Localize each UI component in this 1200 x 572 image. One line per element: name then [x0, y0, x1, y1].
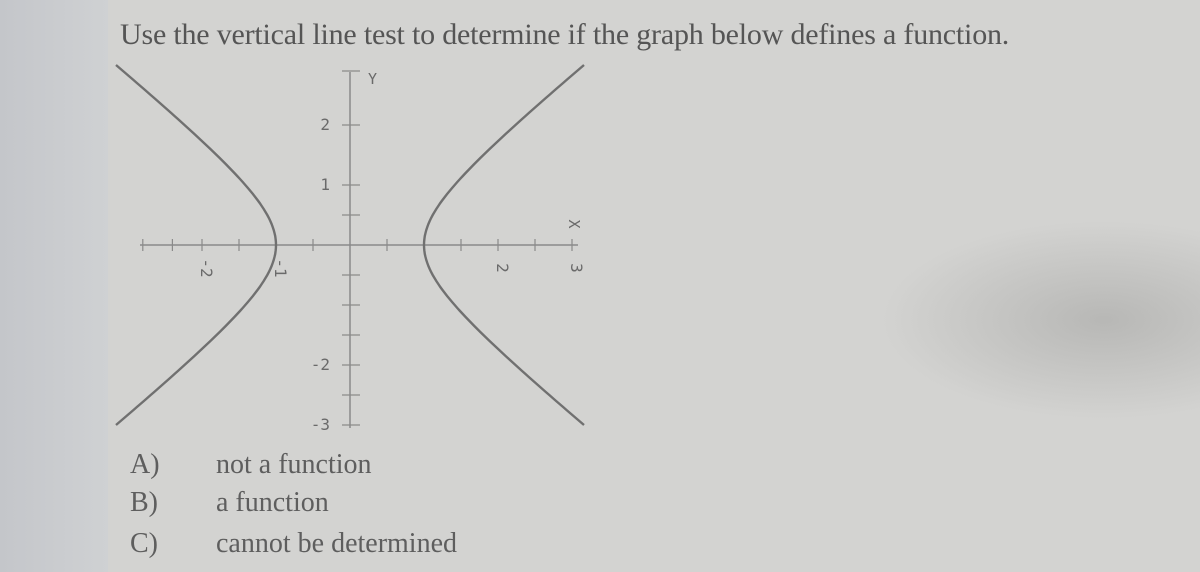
y-axis-name: Y	[368, 70, 378, 88]
x-axis-name: X	[565, 219, 583, 229]
y-tick-label: 2	[320, 115, 330, 134]
choice-a-letter: A)	[130, 449, 160, 480]
x-tick-label: 2	[493, 263, 512, 273]
y-tick-label: -2	[310, 355, 330, 374]
x-tick-label: -1	[271, 258, 290, 278]
x-tick-label: 3	[567, 263, 586, 273]
choice-b-option[interactable]: a function	[216, 487, 329, 518]
y-tick-label: -3	[310, 415, 330, 434]
graph-tick-labels	[197, 70, 586, 434]
choice-b-letter: B)	[130, 487, 158, 518]
graph-ticks	[143, 71, 572, 425]
choice-c-option[interactable]: cannot be determined	[216, 528, 458, 559]
question-text: Use the vertical line test to determine if the graph below defines a function.	[120, 18, 1010, 51]
choice-c-letter: C)	[130, 528, 158, 559]
y-tick-label: 1	[320, 175, 330, 194]
choice-a-option[interactable]: not a function	[216, 449, 372, 480]
x-tick-label: -2	[197, 258, 216, 278]
